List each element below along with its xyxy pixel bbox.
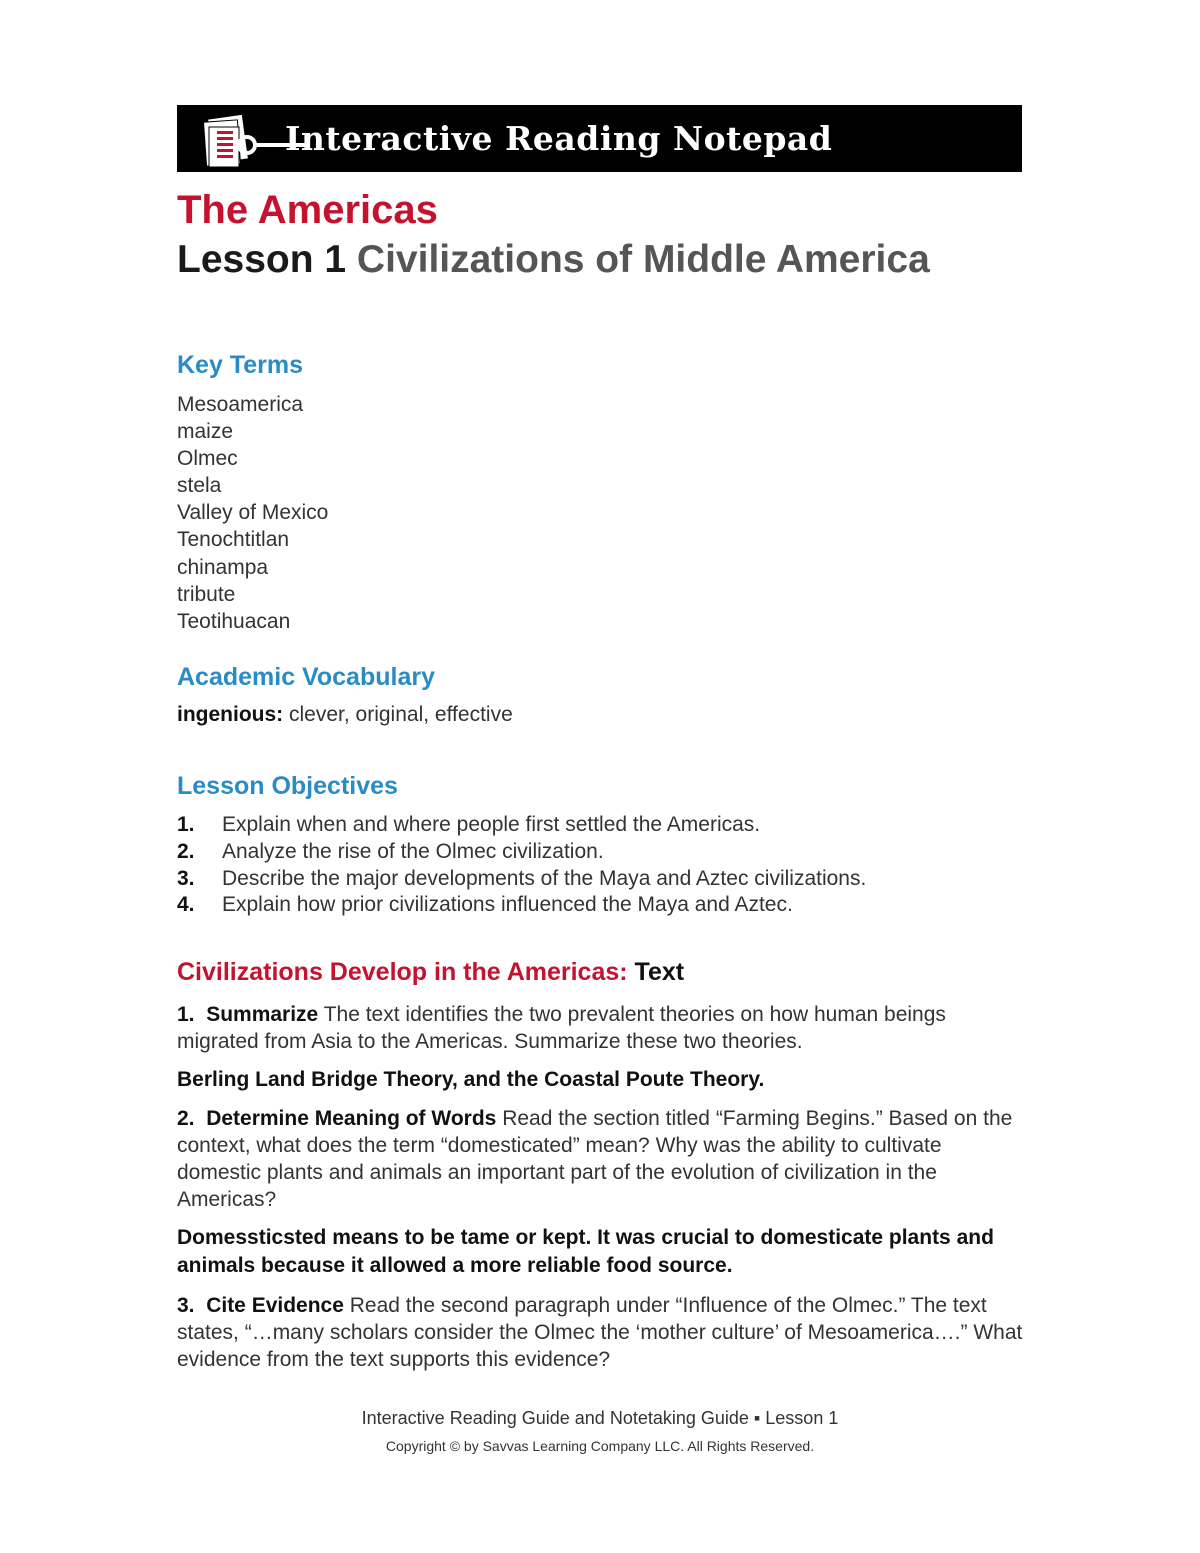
answer-2: Domessticsted means to be tame or kept. It was crucial to domesticate plants and animals because it allowed a more reliable food source. <box>177 1226 994 1277</box>
unit-title: The Americas <box>177 188 438 232</box>
footer-copyright: Copyright © by Savvas Learning Company LLC. All Rights Reserved. <box>385 1438 815 1454</box>
objective-text: Analyze the rise of the Olmec civilization. <box>222 839 604 863</box>
key-term: maize <box>177 420 234 444</box>
key-term: Mesoamerica <box>177 393 304 416</box>
objective-item <box>177 891 866 918</box>
objective-number: 3. <box>177 866 195 890</box>
question-number: 2. <box>177 1107 195 1130</box>
key-term: Tenochtitlan <box>177 528 290 552</box>
objective-number: 1. <box>177 813 195 836</box>
lesson-objectives-heading: Lesson Objectives <box>177 772 398 800</box>
question-skill: Summarize <box>206 1003 319 1026</box>
objectives-list <box>177 811 866 918</box>
objective-number: 2. <box>177 839 195 863</box>
key-term: tribute <box>177 582 236 606</box>
lesson-title <box>177 238 930 282</box>
answer-1: Berling Land Bridge Theory, and the Coastal Poute Theory. <box>177 1068 765 1091</box>
section-heading <box>177 958 684 987</box>
academic-vocabulary-heading: Academic Vocabulary <box>177 663 435 691</box>
key-term: Teotihuacan <box>177 609 291 633</box>
key-terms-heading: Key Terms <box>177 351 303 379</box>
question-prompt: The text identifies the two prevalent theories on how human beings migrated from Asia to the Americas. Summarize these two theories. <box>177 1003 946 1053</box>
objective-text: Explain how prior civilizations influenced the Maya and Aztec. <box>222 893 793 917</box>
section-title-tail: Text <box>634 958 685 986</box>
question-skill: Determine Meaning of Words <box>206 1107 497 1130</box>
lesson-number: Lesson 1 <box>177 238 347 281</box>
objective-item <box>177 838 866 865</box>
lesson-name: Civilizations of Middle America <box>356 238 930 281</box>
header-banner <box>177 105 1022 172</box>
vocab-definition: clever, original, effective <box>289 703 513 726</box>
vocab-term: ingenious: <box>177 703 284 726</box>
key-term: Olmec <box>177 447 238 471</box>
question-2 <box>177 1105 1027 1213</box>
question-1 <box>177 1001 1027 1055</box>
question-skill: Cite Evidence <box>206 1294 344 1317</box>
banner-title: Interactive Reading Notepad <box>285 119 833 158</box>
question-number: 1. <box>177 1003 195 1026</box>
objective-item <box>177 865 866 892</box>
objective-number: 4. <box>177 893 195 917</box>
objective-text: Explain when and where people first settled the Americas. <box>222 813 761 836</box>
question-number: 3. <box>177 1294 195 1317</box>
section-title: Civilizations Develop in the Americas: <box>177 958 628 986</box>
key-term: chinampa <box>177 555 269 579</box>
key-term: Valley of Mexico <box>177 501 329 525</box>
question-3 <box>177 1292 1027 1373</box>
key-terms-list <box>177 391 328 635</box>
footer-guide: Interactive Reading Guide and Notetaking Guide ▪ Lesson 1 <box>361 1408 839 1428</box>
key-term: stela <box>177 474 222 498</box>
vocab-entry <box>177 703 513 727</box>
objective-item <box>177 811 866 838</box>
question-prompt: Read the second paragraph under “Influence of the Olmec.” The text states, “…many scholars consider the Olmec the ‘mother culture’ of Mesoamerica….” What evidence from the text supports this evidence? <box>177 1294 1023 1371</box>
question-prompt: Read the section titled “Farming Begins.” Based on the context, what does the term “domesticated” mean? Why was the ability to cultivate domestic plants and animals an important part of the evolution of civilization in the Americas? <box>177 1107 1013 1211</box>
objective-text: Describe the major developments of the Maya and Aztec civilizations. <box>222 866 867 890</box>
